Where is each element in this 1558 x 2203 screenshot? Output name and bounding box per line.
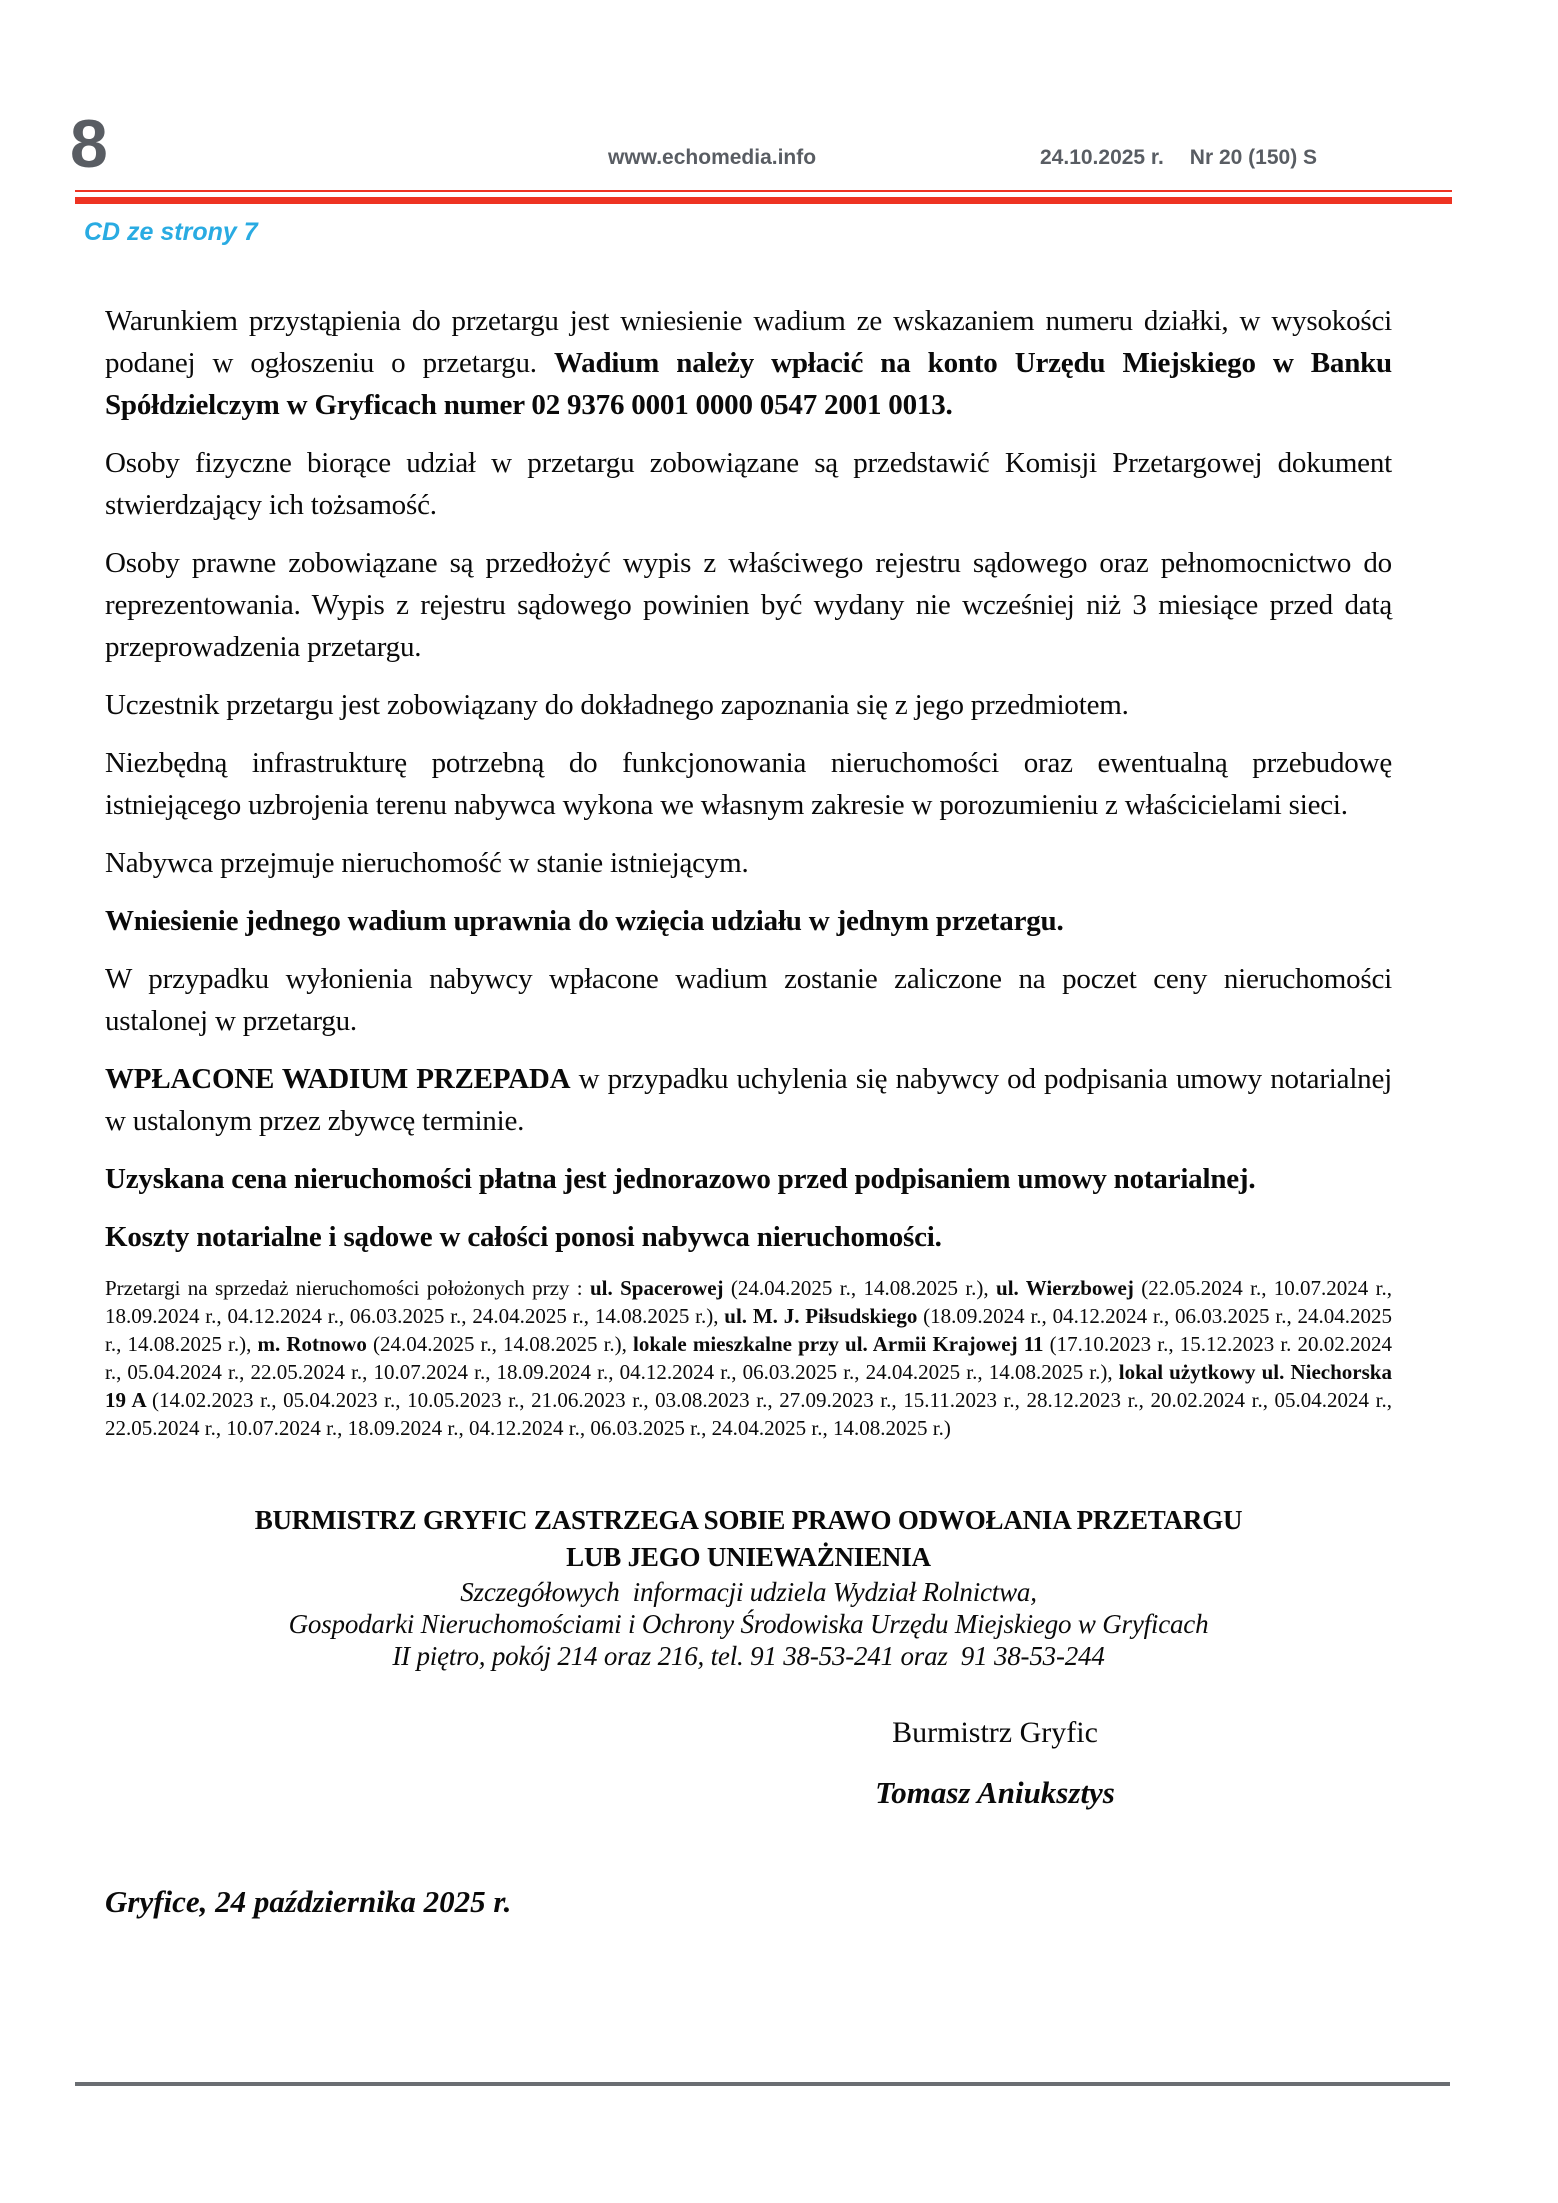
text-run: Warunkiem przystąpienia do przetargu jest wniesienie wadium ze wskazaniem numeru działki, w wysokości podanej w ogłoszeniu o przetargu. — [105, 305, 1392, 379]
body-paragraphs — [105, 300, 1392, 1258]
text-run: Koszty notarialne i sądowe w całości ponosi nabywca nieruchomości. — [105, 1221, 942, 1253]
text-run: Niezbędną infrastrukturę potrzebną do funkcjonowania nieruchomości oraz ewentualną przebudowę istniejącego uzbrojenia terenu nabywca wykona we własnym zakresie w porozumieniu z właścicielami sieci. — [105, 747, 1392, 821]
text-run: w przypadku uchylenia się nabywcy od podpisania umowy notarialnej w ustalonym przez zbywcę terminie. — [105, 1063, 1393, 1137]
signature-name: Tomasz Aniuksztys — [875, 1775, 1115, 1810]
text-run: ul. Wierzbowej — [996, 1276, 1142, 1300]
text-run: Uzyskana cena nieruchomości płatna jest jednorazowo przed podpisaniem umowy notarialnej. — [105, 1163, 1256, 1195]
text-run: m. Rotnowo — [257, 1332, 373, 1356]
continuation-note: CD ze strony 7 — [84, 218, 258, 246]
paragraph — [105, 1216, 1392, 1258]
issue-meta — [1040, 146, 1317, 170]
header-rule-thin — [75, 190, 1452, 192]
fine-print-paragraph — [105, 1274, 1392, 1442]
text-run: Wniesienie jednego wadium uprawnia do wzięcia udziału w jednym przetargu. — [105, 905, 1064, 937]
signature-title: Burmistrz Gryfic — [892, 1716, 1098, 1749]
issue-number: Nr 20 (150) S — [1189, 146, 1318, 169]
footer-rule — [75, 2082, 1450, 2086]
text-run: (22.05.2024 r., 10.07.2024 r., 18.09.2024 r., 04.12.2024 r., 06.03.2025 r., 24.04.2025 r., 14.08.2025 r.), — [105, 1276, 1393, 1328]
paragraph — [105, 742, 1392, 826]
paragraph — [105, 842, 1392, 884]
notice-block — [105, 1502, 1392, 1672]
website-url: www.echomedia.info — [608, 146, 817, 169]
text-run: WPŁACONE WADIUM PRZEPADA — [105, 1063, 571, 1095]
notice-line: II piętro, pokój 214 oraz 216, tel. 91 38-53-241 oraz 91 38-53-244 — [392, 1641, 1105, 1671]
paragraph — [105, 1158, 1392, 1200]
notice-line: Gospodarki Nieruchomościami i Ochrony Środowiska Urzędu Miejskiego w Gryficach — [288, 1609, 1209, 1639]
paragraph — [105, 1058, 1392, 1142]
text-run: (17.10.2023 r., 15.12.2023 r. 20.02.2024 r., 05.04.2024 r., 22.05.2024 r., 10.07.2024 r., 18.09.2024 r., 04.12.2024 r., 06.03.2025 r., 24.04.2025 r., 14.08.2025 r.), — [105, 1332, 1393, 1384]
text-run: Osoby fizyczne biorące udział w przetargu zobowiązane są przedstawić Komisji Przetargowej dokument stwierdzający ich tożsamość. — [105, 447, 1392, 521]
text-run: ul. M. J. Piłsudskiego — [724, 1304, 924, 1328]
paragraph — [105, 958, 1392, 1042]
text-run: Wadium należy wpłacić na konto Urzędu Miejskiego w Banku Spółdzielczym w Gryficach numer 02 9376 0001 0000 0547 2001 0013. — [105, 347, 1392, 421]
signature-block — [790, 1716, 1200, 1811]
text-run: Nabywca przejmuje nieruchomość w stanie istniejącym. — [105, 847, 749, 879]
text-run: lokal użytkowy ul. Niechorska 19 A — [105, 1360, 1392, 1412]
paragraph — [105, 900, 1392, 942]
issue-date: 24.10.2025 r. — [1040, 146, 1164, 169]
text-run: ul. Spacerowej — [590, 1276, 731, 1300]
text-run: Osoby prawne zobowiązane są przedłożyć wypis z właściwego rejestru sądowego oraz pełnomocnictwo do reprezentowania. Wypis z rejestru sądowego powinien być wydany nie wcześniej niż 3 miesiące przed datą przeprowadzenia przetargu. — [105, 547, 1392, 663]
header-rule-thick — [75, 197, 1452, 204]
text-run: Przetargi na sprzedaż nieruchomości położonych przy : — [105, 1276, 590, 1300]
paragraph — [105, 542, 1392, 668]
text-run: (24.04.2025 r., 14.08.2025 r.), — [730, 1276, 997, 1300]
text-run: lokale mieszkalne przy ul. Armii Krajowej 11 — [633, 1332, 1050, 1356]
text-run: (24.04.2025 r., 14.08.2025 r.), — [372, 1332, 634, 1356]
dateline: Gryfice, 24 października 2025 r. — [105, 1884, 512, 1919]
text-run: W przypadku wyłonienia nabywcy wpłacone wadium zostanie zaliczone na poczet ceny nieruchomości ustalonej w przetargu. — [105, 963, 1392, 1037]
notice-line: BURMISTRZ GRYFIC ZASTRZEGA SOBIE PRAWO ODWOŁANIA PRZETARGU — [254, 1505, 1243, 1535]
article-body — [105, 300, 1392, 1672]
paragraph — [105, 300, 1392, 426]
paragraph — [105, 684, 1392, 726]
page-number: 8 — [70, 106, 108, 182]
text-run: (14.02.2023 r., 05.04.2023 r., 10.05.2023 r., 21.06.2023 r., 03.08.2023 r., 27.09.2023 r., 15.11.2023 r., 28.12.2023 r., 20.02.2024 r., 05.04.2024 r., 22.05.2024 r., 10.07.2024 r., 18.09.2024 r., 04.12.2024 r., 06.03.2025 r., 24.04.2025 r., 14.08.2025 r.) — [105, 1388, 1392, 1440]
text-run: (18.09.2024 r., 04.12.2024 r., 06.03.2025 r., 24.04.2025 r., 14.08.2025 r.), — [105, 1304, 1392, 1356]
notice-line: Szczegółowych informacji udziela Wydział Rolnictwa, — [460, 1577, 1037, 1607]
paragraph — [105, 442, 1392, 526]
text-run: Uczestnik przetargu jest zobowiązany do dokładnego zapoznania się z jego przedmiotem. — [105, 689, 1129, 721]
notice-line: LUB JEGO UNIEWAŻNIENIA — [566, 1542, 931, 1572]
